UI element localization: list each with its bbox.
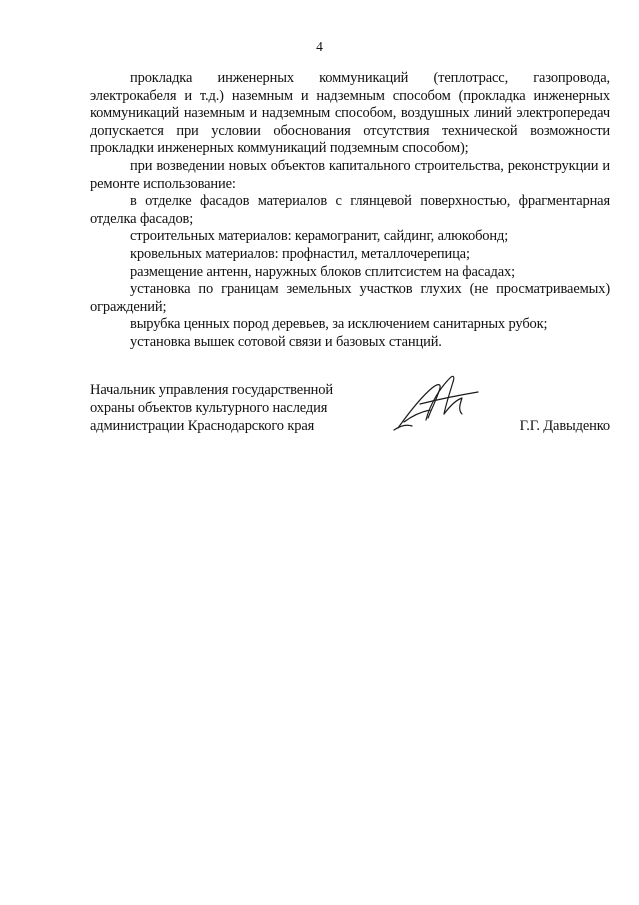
- handwritten-signature: [390, 370, 490, 434]
- signer-title-line: охраны объектов культурного наследия: [90, 400, 328, 416]
- paragraph-fences: установка по границам земельных участков глухих (не просматриваемых) ограждений;: [90, 281, 610, 315]
- paragraph-cell-towers: установка вышек сотовой связи и базовых станций.: [130, 333, 442, 350]
- paragraph-construction-intro: при возведении новых объектов капитального строительства, реконструкции и ремонте использование:: [90, 157, 610, 192]
- paragraph-antennas: размещение антенн, наружных блоков сплитсистем на фасадах;: [130, 263, 515, 280]
- paragraph-utility-lines: прокладка инженерных коммуникаций (теплотрасс, газопровода, электрокабеля и т.д.) наземным и надземным способом (прокладка инженерных коммуникаций наземным и надземным способом, воздушных линий электропередач допускается при условии обоснования отсутствия технической возможности прокладки инженерных коммуникаций подземным способом);: [90, 70, 610, 157]
- signer-title: [90, 381, 390, 435]
- paragraph-tree-felling: вырубка ценных пород деревьев, за исключением санитарных рубок;: [130, 316, 548, 333]
- document-body: [90, 70, 610, 352]
- signer-name: Г.Г. Давыденко: [519, 418, 610, 434]
- signature-block: [90, 370, 610, 440]
- paragraph-facade-finish: в отделке фасадов материалов с глянцевой поверхностью, фрагментарная отделка фасадов;: [90, 193, 610, 227]
- signer-title-line: Начальник управления государственной: [90, 382, 333, 398]
- signer-title-line: администрации Краснодарского края: [90, 418, 315, 434]
- paragraph-roofing-materials: кровельных материалов: профнастил, металлочерепица;: [130, 245, 470, 262]
- paragraph-building-materials: строительных материалов: керамогранит, сайдинг, алюкобонд;: [130, 228, 509, 245]
- page-number: 4: [316, 39, 323, 54]
